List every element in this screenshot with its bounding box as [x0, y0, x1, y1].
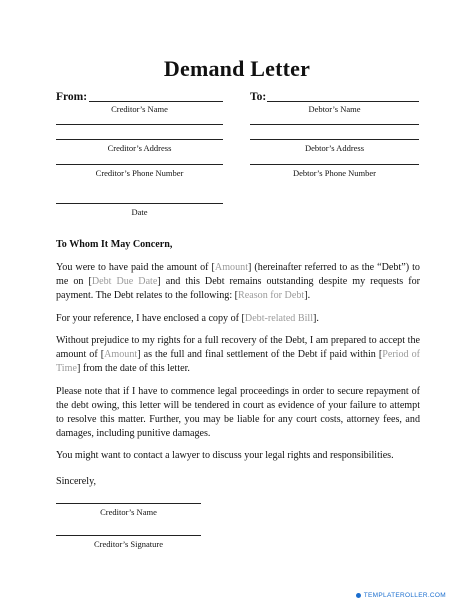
debtor-address-caption: Debtor’s Address — [304, 143, 365, 153]
creditor-name-caption: Creditor’s Name — [111, 104, 168, 114]
debtor-phone-line[interactable] — [250, 164, 419, 165]
greeting: To Whom It May Concern, — [56, 239, 173, 250]
signature-caption: Creditor’s Signature — [93, 539, 163, 549]
p1-text-3: and this Debt remains outstanding despite my requests for payment. The Debt relates to the following: — [56, 276, 420, 301]
document-title: Demand Letter — [163, 56, 311, 81]
to-label: To: — [250, 91, 267, 103]
debtor-name-caption: Debtor’s Name — [308, 104, 361, 114]
footer-brand[interactable] — [356, 592, 446, 599]
letter-body — [56, 238, 420, 498]
to-name-line[interactable] — [267, 101, 419, 102]
p1-text-4: . — [307, 290, 311, 301]
paragraph-4: Please note that if I have to commence legal proceedings in order to secure repayment of the debt owing, this letter will be tendered in court as evidence of your failure to attempt to resolve this matter. Further, you may be liable for any court costs, attorney fees, and damages, including punitive damages. — [56, 385, 420, 439]
p3-text-2: as the full and final settlement of the Debt if paid within — [140, 349, 379, 360]
p2-text-1: For your reference, I have enclosed a copy of — [56, 312, 242, 324]
settlement-amount-placeholder[interactable]: Amount — [104, 349, 138, 360]
debtor-address-line-2[interactable] — [250, 139, 419, 140]
from-name-line[interactable] — [89, 101, 223, 102]
creditor-address-line-2[interactable] — [56, 139, 223, 140]
debtor-phone-caption: Debtor’s Phone Number — [293, 168, 376, 178]
reason-for-debt-placeholder[interactable]: Reason for Debt — [238, 290, 305, 301]
amount-placeholder[interactable]: Amount — [214, 262, 248, 273]
paragraph-1: You were to have paid the amount of [Amount] (hereinafter referred to as the “Debt”) to me on [Debt Due Date] and this Debt remains outstanding despite my requests for payment. The Debt relates to the following: [Reason for Debt]. — [56, 262, 420, 301]
creditor-address-line-1[interactable] — [56, 124, 223, 125]
creditor-address-caption: Creditor’s Address — [107, 143, 172, 153]
brand-logo-icon — [356, 593, 361, 598]
signature-name-line[interactable] — [56, 503, 201, 504]
paragraph-5: You might want to contact a lawyer to discuss your legal rights and responsibilities. — [56, 450, 394, 461]
period-of-time-placeholder[interactable]: Period of Time — [56, 349, 420, 374]
footer-text: TEMPLATEROLLER.COM — [363, 592, 446, 599]
signature-line[interactable] — [56, 535, 201, 536]
debt-due-date-placeholder[interactable]: Debt Due Date — [91, 276, 158, 287]
debt-related-bill-placeholder[interactable]: Debt-related Bill — [244, 312, 314, 324]
creditor-phone-caption: Creditor’s Phone Number — [95, 168, 184, 178]
debtor-address-line-1[interactable] — [250, 124, 419, 125]
paragraph-2: For your reference, I have enclosed a copy of [Debt-related Bill]. — [56, 312, 319, 324]
paragraph-3: Without prejudice to my rights for a full recovery of the Debt, I am prepared to accept the amount of [Amount] as the full and final settlement of the Debt if paid within [Period of Time] from the date of this letter. — [56, 335, 420, 374]
date-caption: Date — [131, 207, 148, 217]
p3-text-3: from the date of this letter. — [80, 363, 190, 374]
from-label: From: — [56, 91, 88, 103]
p1-text-2: (hereinafter referred to as the “Debt”) to me on — [56, 262, 420, 287]
p3-text-1: Without prejudice to my rights for a full recovery of the Debt, I am prepared to accept the amount of — [56, 335, 420, 360]
signature-name-caption: Creditor’s Name — [100, 507, 157, 517]
p1-text-1: You were to have paid the amount of — [56, 262, 212, 273]
p2-text-2: . — [316, 312, 319, 324]
date-line[interactable] — [56, 203, 223, 204]
closing: Sincerely, — [56, 476, 96, 487]
creditor-phone-line[interactable] — [56, 164, 223, 165]
